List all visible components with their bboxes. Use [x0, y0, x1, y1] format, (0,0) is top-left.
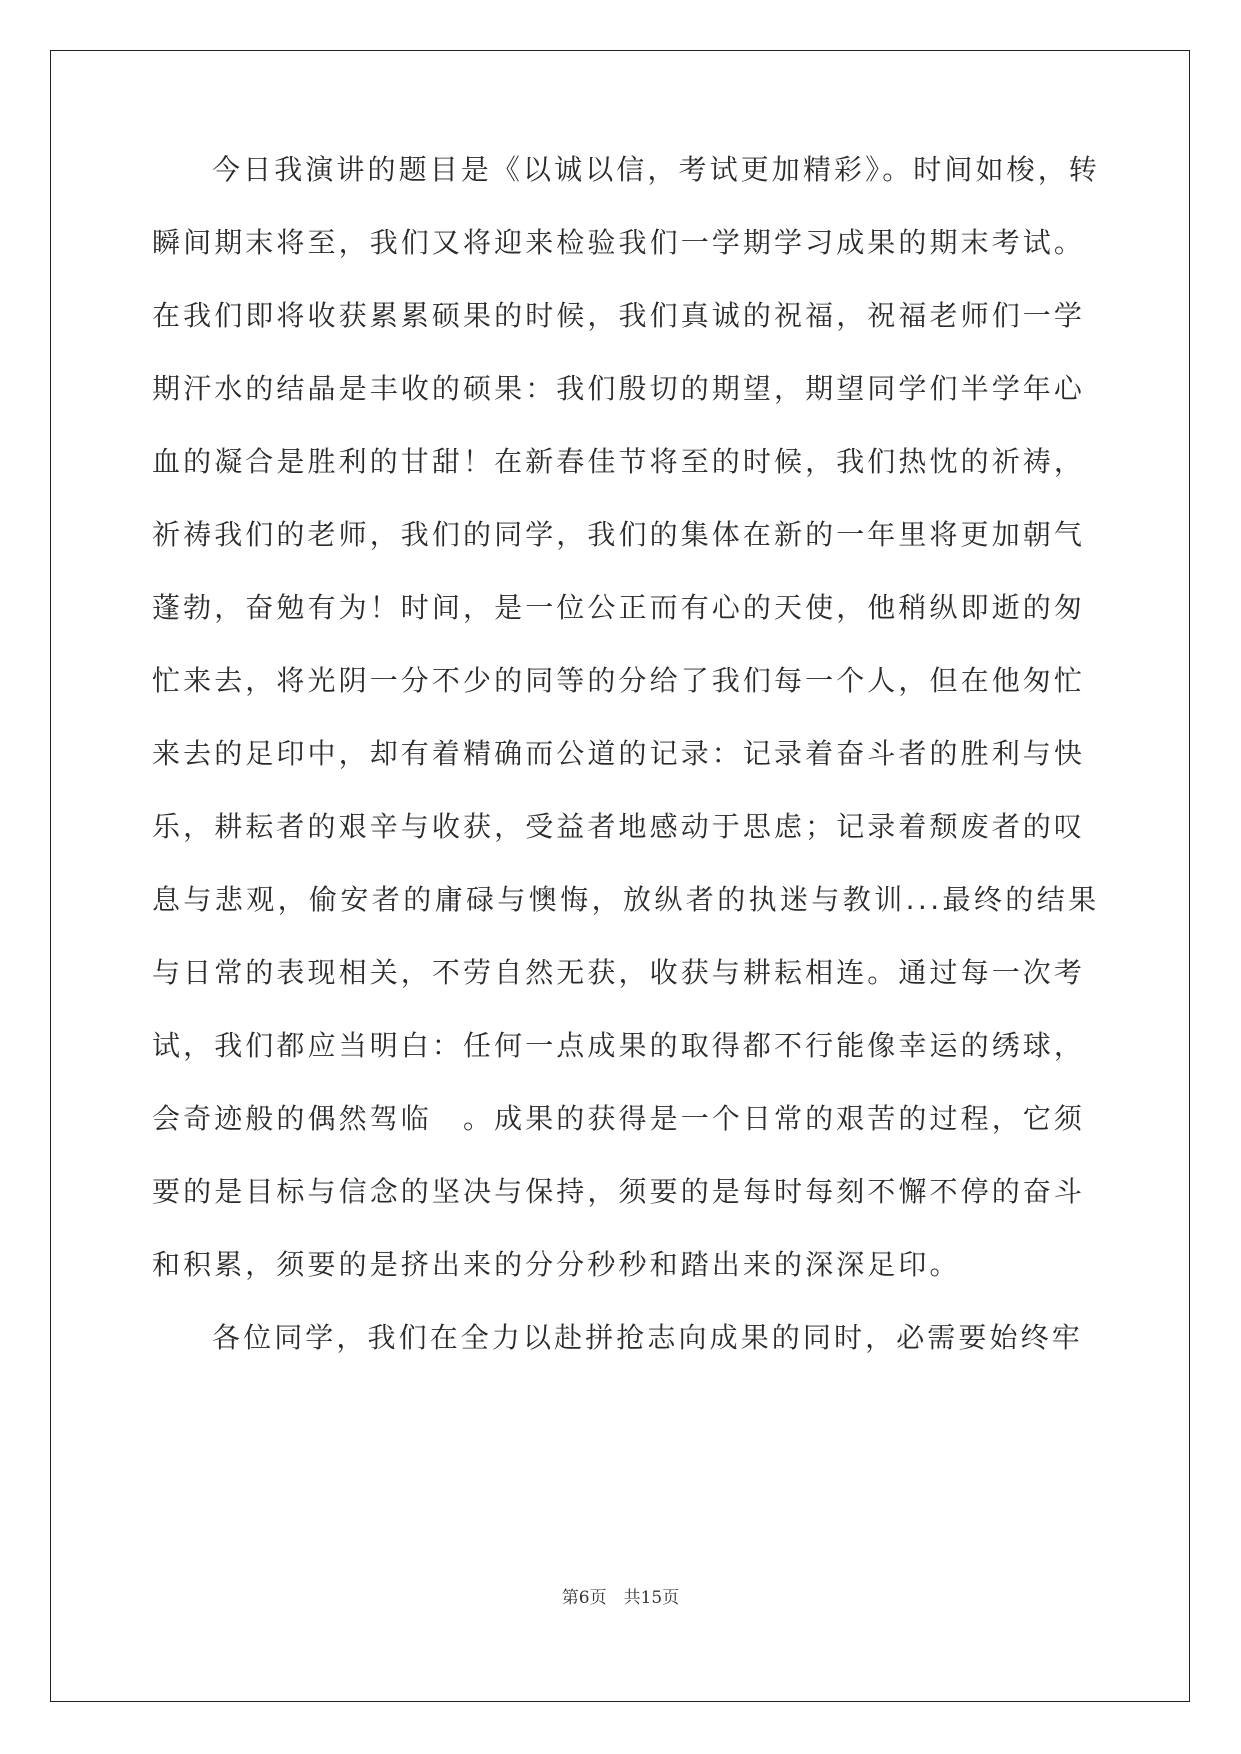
paragraph-1-line-15: 要的是目标与信念的坚决与保持，须要的是每时每刻不懈不停的奋斗	[152, 1175, 1086, 1208]
paragraph-1-line-5: 血的凝合是胜利的甘甜！在新春佳节将至的时候，我们热忱的祈祷，	[152, 445, 1086, 478]
paragraph-1-line-11: 息与悲观，偷安者的庸碌与懊悔，放纵者的执迷与教训...最终的结果	[152, 883, 1100, 916]
paragraph-1-line-8: 忙来去，将光阴一分不少的同等的分给了我们每一个人，但在他匆忙	[152, 664, 1086, 697]
paragraph-1-line-3: 在我们即将收获累累硕果的时候，我们真诚的祝福，祝福老师们一学	[152, 299, 1086, 332]
paragraph-1-line-7: 蓬勃，奋勉有为！时间，是一位公正而有心的天使，他稍纵即逝的匆	[152, 591, 1086, 624]
paragraph-1-line-12: 与日常的表现相关，不劳自然无获，收获与耕耘相连。通过每一次考	[152, 956, 1086, 989]
paragraph-1-line-9: 来去的足印中，却有着精确而公道的记录：记录着奋斗者的胜利与快	[152, 737, 1086, 770]
paragraph-1-line-2: 瞬间期末将至，我们又将迎来检验我们一学期学习成果的期末考试。	[152, 226, 1086, 259]
paragraph-1-line-10: 乐，耕耘者的艰辛与收获，受益者地感动于思虑；记录着颓废者的叹	[152, 810, 1086, 843]
paragraph-2-line-1: 各位同学，我们在全力以赴拼抢志向成果的同时，必需要始终牢	[212, 1321, 1083, 1354]
paragraph-1-line-14: 会奇迹般的偶然驾临 。成果的获得是一个日常的艰苦的过程，它须	[152, 1102, 1086, 1135]
paragraph-1-line-13: 试，我们都应当明白：任何一点成果的取得都不行能像幸运的绣球，	[152, 1029, 1086, 1062]
paragraph-1-line-16: 和积累，须要的是挤出来的分分秒秒和踏出来的深深足印。	[152, 1248, 961, 1281]
page-indicator: 第6页 共15页	[561, 1588, 680, 1608]
paragraph-1-line-4: 期汗水的结晶是丰收的硕果：我们殷切的期望，期望同学们半学年心	[152, 372, 1086, 405]
paragraph-1-line-6: 祈祷我们的老师，我们的同学，我们的集体在新的一年里将更加朝气	[152, 518, 1086, 551]
paragraph-1-line-1: 今日我演讲的题目是《以诚以信，考试更加精彩》。时间如梭，转	[212, 153, 1100, 186]
